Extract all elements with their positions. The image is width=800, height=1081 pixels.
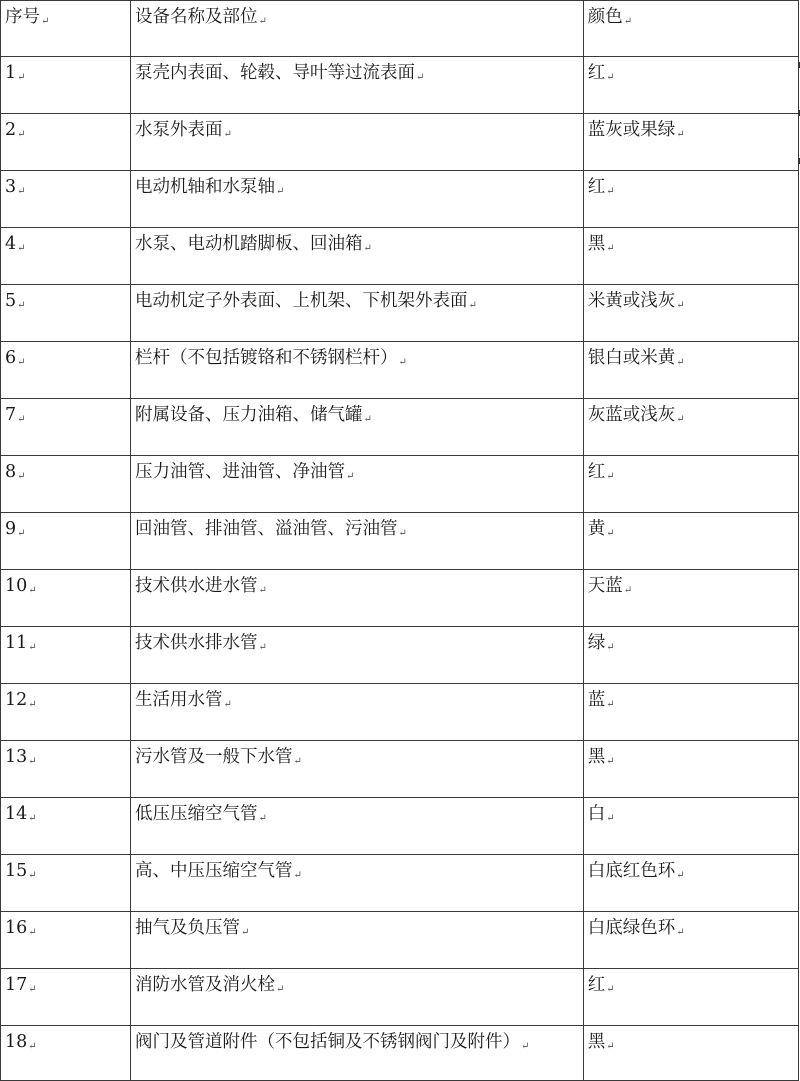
table-row — [1, 399, 799, 456]
table-row — [1, 57, 799, 114]
return-mark: ↵ — [520, 1041, 530, 1052]
cell-color — [583, 171, 798, 228]
cell-no — [1, 342, 131, 399]
return-mark: ↵ — [17, 357, 26, 368]
return-mark: ↵ — [17, 471, 26, 482]
header-cell-name — [130, 1, 583, 57]
cell-no — [1, 570, 131, 627]
table-row — [1, 513, 799, 570]
cell-color — [583, 570, 798, 627]
table-row — [1, 285, 799, 342]
cell-name-text: 污水管及一般下水管 — [134, 747, 293, 767]
cell-color-text: 天蓝 — [587, 576, 623, 596]
header-no-text: 序号 — [5, 7, 40, 27]
cell-color — [583, 684, 798, 741]
cell-name — [130, 969, 583, 1026]
cell-color — [583, 969, 798, 1026]
return-mark: ↵ — [28, 870, 37, 881]
cell-name — [130, 741, 583, 798]
cell-name — [130, 285, 583, 342]
return-mark: ↵ — [363, 414, 372, 425]
table-row — [1, 456, 799, 513]
cell-no-text: 11 — [5, 633, 28, 653]
cell-name-text: 栏杆（不包括镀铬和不锈钢栏杆） — [134, 348, 398, 368]
return-mark: ↵ — [468, 300, 477, 311]
return-mark: ↵ — [17, 414, 26, 425]
return-mark: ↵ — [17, 300, 26, 311]
return-mark: ↵ — [28, 756, 37, 767]
cell-no — [1, 228, 131, 285]
return-mark: ↵ — [606, 243, 615, 254]
cell-color — [583, 855, 798, 912]
cell-color — [583, 342, 798, 399]
return-mark: ↵ — [223, 129, 232, 140]
return-mark: ↵ — [28, 699, 37, 710]
cell-color-text: 米黄或浅灰 — [587, 291, 676, 311]
cell-no — [1, 741, 131, 798]
cell-color-text: 红 — [587, 462, 606, 482]
table-row — [1, 741, 799, 798]
cell-name-text: 消防水管及消火栓 — [134, 975, 275, 995]
return-mark: ↵ — [676, 870, 685, 881]
return-mark: ↵ — [676, 300, 685, 311]
cell-color-text: 红 — [587, 63, 606, 83]
table-row — [1, 114, 799, 171]
cell-name-text: 抽气及负压管 — [134, 918, 240, 938]
return-mark: ↵ — [606, 984, 615, 995]
table-row — [1, 627, 799, 684]
cell-no-text: 15 — [5, 861, 28, 881]
return-mark: ↵ — [28, 984, 37, 995]
cell-color-text: 红 — [587, 975, 606, 995]
return-mark: ↵ — [606, 471, 615, 482]
return-mark: ↵ — [676, 357, 685, 368]
return-mark: ↵ — [17, 129, 26, 140]
cell-name-text: 泵壳内表面、轮毂、导叶等过流表面 — [134, 63, 415, 83]
return-mark: ↵ — [398, 528, 407, 539]
table-row — [1, 798, 799, 855]
header-color-text: 颜色 — [587, 7, 623, 27]
cell-name-text: 回油管、排油管、溢油管、污油管 — [134, 519, 398, 539]
return-mark: ↵ — [345, 471, 355, 482]
return-mark: ↵ — [240, 927, 250, 938]
return-mark: ↵ — [17, 243, 26, 254]
return-mark: ↵ — [28, 1041, 37, 1052]
table-row — [1, 1026, 799, 1081]
return-mark: ↵ — [28, 927, 37, 938]
return-mark: ↵ — [258, 813, 267, 824]
table-row — [1, 342, 799, 399]
cell-no — [1, 57, 131, 114]
table-row — [1, 969, 799, 1026]
cell-name-text: 阀门及管道附件（不包括铜及不锈钢阀门及附件） — [134, 1032, 520, 1052]
cell-no — [1, 114, 131, 171]
cell-color-text: 黄 — [587, 519, 606, 539]
cell-no — [1, 627, 131, 684]
cell-color-text: 黑 — [587, 747, 606, 767]
cell-color-text: 红 — [587, 177, 606, 197]
cell-color-text: 灰蓝或浅灰 — [587, 405, 676, 425]
cell-name — [130, 627, 583, 684]
cell-no-text: 16 — [5, 918, 28, 938]
cell-name — [130, 1026, 583, 1081]
cell-color — [583, 228, 798, 285]
cell-name — [130, 513, 583, 570]
return-mark: ↵ — [17, 186, 26, 197]
return-mark: ↵ — [606, 642, 615, 653]
cell-no-text: 4 — [5, 234, 17, 254]
cell-name — [130, 171, 583, 228]
return-mark: ↵ — [293, 756, 302, 767]
cell-no-text: 12 — [5, 690, 28, 710]
cell-color-text: 白 — [587, 804, 606, 824]
return-mark: ↵ — [28, 642, 37, 653]
return-mark: ↵ — [606, 72, 615, 83]
return-mark: ↵ — [676, 129, 685, 140]
return-mark: ↵ — [41, 16, 50, 27]
table-header-row — [1, 1, 799, 57]
cell-no-text: 1 — [5, 63, 17, 83]
cell-name — [130, 684, 583, 741]
return-mark: ↵ — [606, 1041, 615, 1052]
cell-no — [1, 912, 131, 969]
return-mark: ↵ — [28, 813, 37, 824]
cell-name-text: 附属设备、压力油箱、储气罐 — [134, 405, 363, 425]
cell-no-text: 6 — [5, 348, 17, 368]
return-mark: ↵ — [676, 927, 685, 938]
cell-name — [130, 57, 583, 114]
cell-name-text: 生活用水管 — [134, 690, 223, 710]
table-row — [1, 855, 799, 912]
cell-color-text: 白底红色环 — [587, 861, 676, 881]
cell-name — [130, 798, 583, 855]
cell-no — [1, 1026, 131, 1081]
table-row — [1, 912, 799, 969]
cell-no — [1, 684, 131, 741]
cell-name — [130, 855, 583, 912]
cell-name — [130, 228, 583, 285]
cell-no — [1, 456, 131, 513]
cell-color — [583, 114, 798, 171]
return-mark: ↵ — [606, 186, 615, 197]
return-mark: ↵ — [606, 756, 615, 767]
cell-no — [1, 798, 131, 855]
cell-no-text: 18 — [5, 1032, 28, 1052]
cell-name — [130, 399, 583, 456]
return-mark: ↵ — [293, 870, 302, 881]
cell-color — [583, 912, 798, 969]
cell-name — [130, 570, 583, 627]
cell-name-text: 压力油管、进油管、净油管 — [134, 462, 345, 482]
cell-no-text: 3 — [5, 177, 17, 197]
return-mark: ↵ — [275, 984, 285, 995]
return-mark: ↵ — [606, 699, 615, 710]
cell-color-text: 黑 — [587, 234, 606, 254]
cell-color — [583, 57, 798, 114]
cell-name — [130, 114, 583, 171]
cell-name-text: 技术供水排水管 — [134, 633, 258, 653]
return-mark: ↵ — [17, 72, 26, 83]
cell-no — [1, 855, 131, 912]
return-mark: ↵ — [17, 528, 26, 539]
cell-color-text: 绿 — [587, 633, 606, 653]
cell-no-text: 17 — [5, 975, 28, 995]
return-mark: ↵ — [28, 585, 37, 596]
header-cell-color — [583, 1, 798, 57]
cell-no-text: 14 — [5, 804, 28, 824]
cell-color — [583, 456, 798, 513]
cell-name-text: 技术供水进水管 — [134, 576, 258, 596]
cell-no — [1, 969, 131, 1026]
cell-color — [583, 285, 798, 342]
header-name-text: 设备名称及部位 — [134, 7, 258, 27]
cell-color-text: 蓝灰或果绿 — [587, 120, 676, 140]
return-mark: ↵ — [363, 243, 372, 254]
cell-name-text: 低压压缩空气管 — [134, 804, 258, 824]
return-mark: ↵ — [606, 528, 615, 539]
cell-color — [583, 513, 798, 570]
cell-color — [583, 798, 798, 855]
cell-no-text: 13 — [5, 747, 28, 767]
return-mark: ↵ — [623, 16, 633, 27]
cell-color — [583, 627, 798, 684]
return-mark: ↵ — [223, 699, 232, 710]
cell-color — [583, 399, 798, 456]
return-mark: ↵ — [258, 642, 267, 653]
cell-no-text: 7 — [5, 405, 17, 425]
table-body — [1, 1, 799, 1081]
table-row — [1, 171, 799, 228]
return-mark: ↵ — [623, 585, 633, 596]
cell-name-text: 电动机定子外表面、上机架、下机架外表面 — [134, 291, 468, 311]
return-mark: ↵ — [258, 585, 267, 596]
return-mark: ↵ — [398, 357, 407, 368]
cell-name — [130, 456, 583, 513]
cell-color-text: 黑 — [587, 1032, 606, 1052]
cell-no-text: 9 — [5, 519, 17, 539]
cell-no-text: 10 — [5, 576, 28, 596]
return-mark: ↵ — [415, 72, 425, 83]
cell-name-text: 水泵、电动机踏脚板、回油箱 — [134, 234, 363, 254]
table-row — [1, 684, 799, 741]
cell-name-text: 水泵外表面 — [134, 120, 223, 140]
cell-color-text: 银白或米黄 — [587, 348, 676, 368]
cell-color-text: 白底绿色环 — [587, 918, 676, 938]
return-mark: ↵ — [275, 186, 285, 197]
cell-no — [1, 285, 131, 342]
return-mark: ↵ — [606, 813, 615, 824]
return-mark: ↵ — [258, 16, 267, 27]
return-mark: ↵ — [676, 414, 685, 425]
cell-no-text: 5 — [5, 291, 17, 311]
cell-color-text: 蓝 — [587, 690, 606, 710]
cell-name-text: 电动机轴和水泵轴 — [134, 177, 275, 197]
table-row — [1, 570, 799, 627]
cell-name — [130, 342, 583, 399]
cell-no — [1, 399, 131, 456]
cell-color — [583, 741, 798, 798]
cell-name — [130, 912, 583, 969]
cell-no-text: 8 — [5, 462, 17, 482]
cell-no — [1, 513, 131, 570]
cell-color — [583, 1026, 798, 1081]
cell-no — [1, 171, 131, 228]
table-row — [1, 228, 799, 285]
cell-name-text: 高、中压压缩空气管 — [134, 861, 293, 881]
header-cell-no — [1, 1, 131, 57]
cell-no-text: 2 — [5, 120, 17, 140]
